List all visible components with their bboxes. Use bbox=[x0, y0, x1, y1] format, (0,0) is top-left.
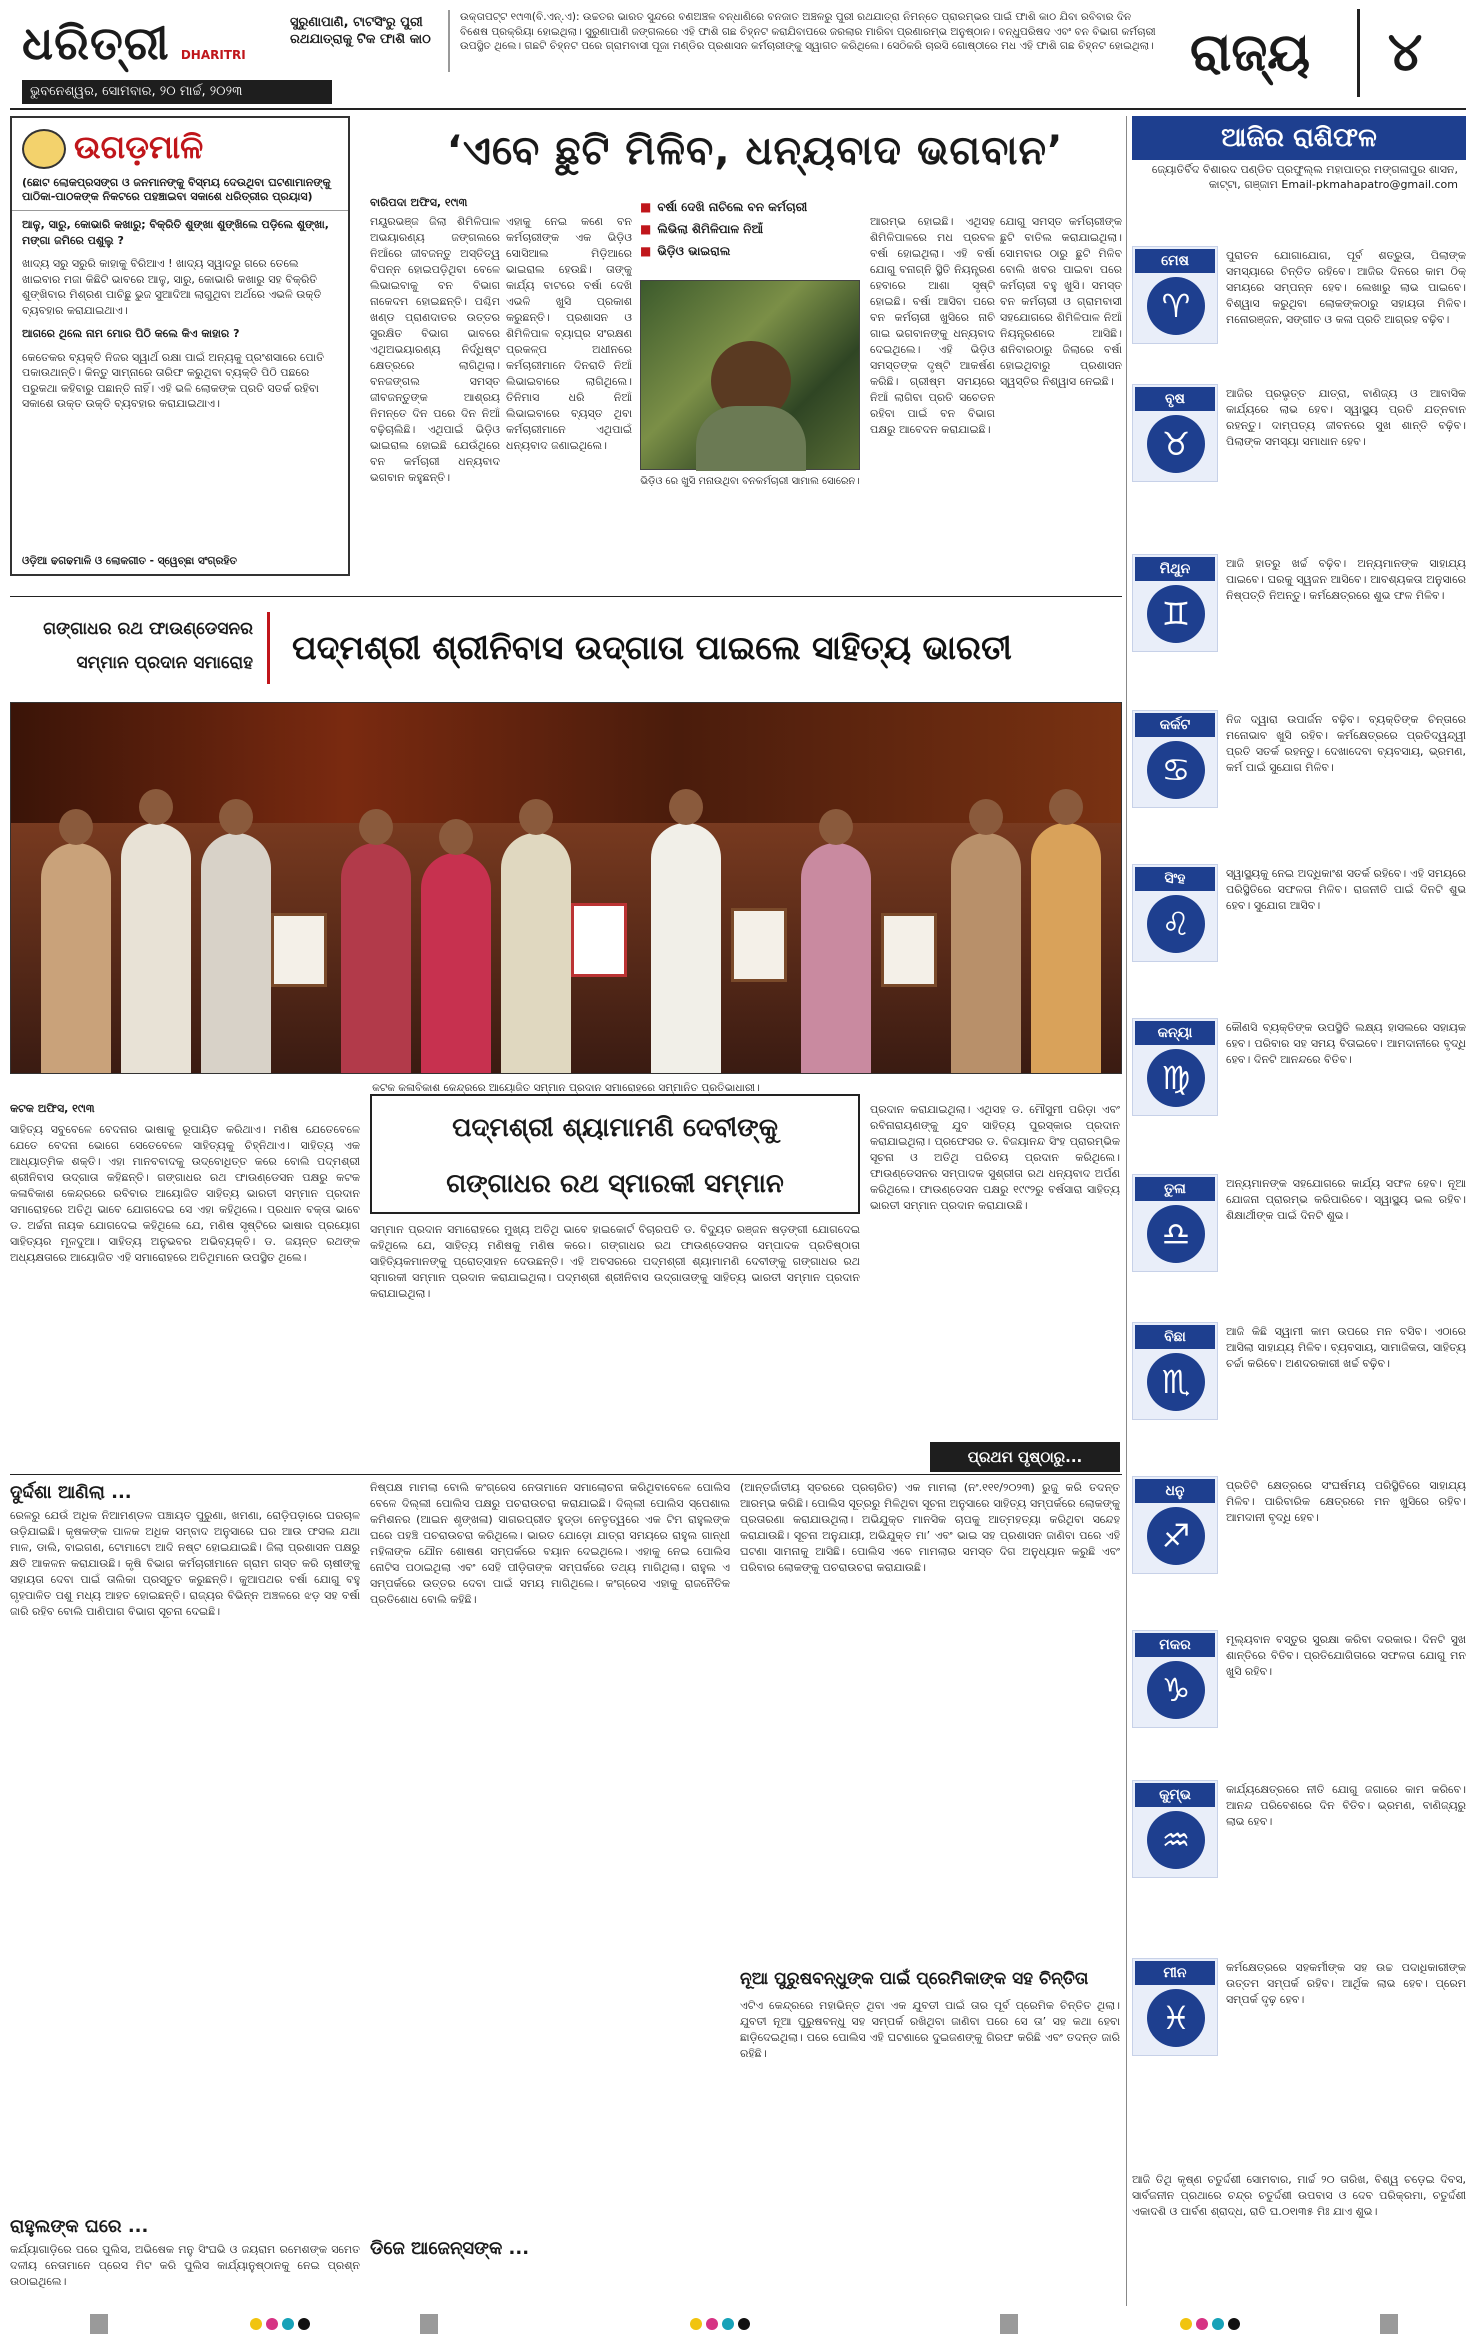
photo-award-frame bbox=[731, 908, 787, 982]
forest-worker-photo bbox=[640, 280, 860, 470]
rasi-text: ନିଜ ଦ୍ୱାରା ଉପାର୍ଜନ ବଢ଼ିବ। ବ୍ୟକ୍ତିଙ୍କ ଚିନ୍ତାରେ ମନୋଭାବ ଖୁସି ରହିବ। କର୍ମକ୍ଷେତ୍ରରେ ପ୍ରତିଦ୍ୱନ୍ଦ୍ୱୀ ପ୍ରତି ସତର୍କ ରହନ୍ତୁ। ଦେଖାଦେବା ବ୍ୟବସାୟ, ଭ୍ରମଣ, କର୍ମ ପାଇଁ ସୁଯୋଗ ମିଳିବ। bbox=[1226, 713, 1466, 774]
photo-figure bbox=[651, 823, 721, 1073]
bullet-3: ■ ଭିଡ଼ିଓ ଭାଇରାଲ bbox=[640, 244, 731, 258]
rasi-name: ମିଥୁନ bbox=[1135, 557, 1215, 581]
rasi-sign-box bbox=[1132, 1018, 1218, 1116]
lower-col-1: ରେଳରୁ ଯେଉଁ ଅଧିକ ନିଆମଣ୍ଡଳ ପଞ୍ଚାୟତ ପୁରୁଣା, ଖମଣା, ରୋଡ଼ିପଡ଼ାରେ ଘରଚାଳ ଉଡ଼ିଯାଇଛି। କୃଷକଙ୍କ ପାଳକ ଅଧିକ ସମ୍ବାଦ ଅନୁସାରେ ଘର ଆଉ ଫସଲ ଯଥା ମାଳ, ଡାଲି, ବାଇଗଣ, ଟୋମାଟୋ ଆଦି ନଷ୍ଟ ହୋଇଯାଇଛି। ଜିଲା ପ୍ରଶାସନ ପକ୍ଷରୁ କ୍ଷତି ଆକଳନ କରାଯାଉଛି। କୃଷି ବିଭାଗ କର୍ମଚାରୀମାନେ ଗ୍ରାମ ଗସ୍ତ କରି ଚାଷୀଙ୍କୁ ସହାୟତା ଦେବା ପାଇଁ ତାଲିକା ପ୍ରସ୍ତୁତ କରୁଛନ୍ତି। କୁଆପଥର ବର୍ଷା ଯୋଗୁ ବହୁ ଗୃହପାଳିତ ପଶୁ ମଧ୍ୟ ଆହତ ହୋଇଛନ୍ତି। ରାଜ୍ୟର ବିଭିନ୍ନ ଅଞ୍ଚଳରେ ଝଡ଼ ସହ ବର୍ଷା ଜାରି ରହିବ ବୋଲି ପାଣିପାଗ ବିଭାଗ ସୂଚନା ଦେଇଛି। bbox=[10, 1509, 360, 1618]
lead-byline: ବାରିପଦା ଅଫିସ, ୧୯ା୩ bbox=[370, 196, 468, 209]
lead-headline: ‘ଏବେ ଛୁଟି ମିଳିବ, ଧନ୍ୟବାଦ ଭଗବାନ’ bbox=[446, 128, 1064, 174]
smiley-icon bbox=[22, 129, 66, 169]
registration-dot-icon bbox=[1180, 2318, 1192, 2330]
registration-dot-icon bbox=[690, 2318, 702, 2330]
photo-figure bbox=[341, 843, 411, 1073]
registration-dot-icon bbox=[266, 2318, 278, 2330]
bullet-marker-icon: ■ bbox=[640, 200, 652, 214]
page-number: ୪ bbox=[1387, 20, 1423, 83]
bullet-1: ■ ବର୍ଷା ଦେଖି ନାଚିଲେ ବନ କର୍ମଚାରୀ bbox=[640, 200, 808, 214]
taurus-icon: ♉ bbox=[1147, 415, 1205, 473]
lower-col-1-end: କର୍ଯ୍ୟାଗାଡ଼ିରେ ପରେ ପୁଲିସ, ଅଭିଷେକ ମନୁ ସିଂଘଭି ଓ ଜୟରାମ ରମେଶଙ୍କ ସମେତ ଦଳୀୟ ନେତାମାନେ ପ୍ରେସ ମିଟ କରି ପୁଲିସ କାର୍ଯ୍ୟାନୁଷ୍ଠାନକୁ ନେଇ ପ୍ରଶ୍ନ ଉଠାଇଥିଲେ। bbox=[10, 2243, 360, 2288]
photo-figure bbox=[201, 833, 271, 1073]
rasi-name: ବିଛା bbox=[1135, 1325, 1215, 1349]
rasi-sign-box bbox=[1132, 710, 1218, 808]
photo-figure bbox=[421, 853, 491, 1073]
humor-explanation-2: କେତେକର ବ୍ୟକ୍ତି ନିଜର ସ୍ୱାର୍ଥ ରକ୍ଷା ପାଇଁ ଅନ୍ୟକୁ ପ୍ରଂଶସାରେ ପୋତି ପକାଉଥାନ୍ତି। କିନ୍ତୁ ସାମ୍ନାରେ ତାରିଫ କରୁଥିବା ବ୍ୟକ୍ତି ପିଠି ପଛରେ ପରୁକଥା କହିବାରୁ ପଛାନ୍ତି ନାହିଁ। ଏହି ଭଳି ଲୋକଙ୍କ ପ୍ରତି ସତର୍କ ରହିବା ସକାଶେ ଉକ୍ତ ଉକ୍ତି ବ୍ୟବହାର କରାଯାଇଥାଏ। bbox=[22, 350, 324, 410]
rasi-sign-box bbox=[1132, 554, 1218, 652]
humor-credit: ଓଡ଼ିଆ ଢଗଢମାଳି ଓ ଲୋକଗୀତ - ସ୍ୱେଚ୍ଛା ସଂଗ୍ରହିତ bbox=[22, 555, 238, 567]
photo-stage-backdrop bbox=[11, 703, 1122, 823]
rasi-text: ଆଜି ହାତରୁ ଖର୍ଚ୍ଚ ବଢ଼ିବ। ଅନ୍ୟମାନଙ୍କ ସାହାଯ୍ୟ ପାଇବେ। ଘରକୁ ସ୍ୱଜନ ଆସିବେ। ଆବଶ୍ୟକତା ଅନୁସାରେ ନିଷ୍ପତ୍ତି ନିଅନ୍ତୁ। କର୍ମକ୍ଷେତ୍ରରେ ଶୁଭ ଫଳ ମିଳିବ। bbox=[1226, 557, 1466, 602]
registration-dot-icon bbox=[250, 2318, 262, 2330]
rasi-text: କାର୍ଯ୍ୟକ୍ଷେତ୍ରରେ ନୀତି ଯୋଗୁ ଜଗାରେ କାମ କରିବେ। ଆନନ୍ଦ ପରିବେଶରେ ଦିନ ବିତିବ। ଭ୍ରମଣ, ବାଣିଜ୍ୟରୁ ଲାଭ ହେବ। bbox=[1226, 1783, 1466, 1828]
lower-col-3-end: ଏଟିଏ କେନ୍ଦ୍ରରେ ମହାଭିନ୍ତ ଥିବା ଏକ ଯୁବତୀ ପାଇଁ ତାର ପୂର୍ବ ପ୍ରେମିକ ଚିନ୍ତିତ ଥିଲା। ଯୁବତୀ ନୂଆ ପୁରୁଷବନ୍ଧୁ ସହ ସମ୍ପର୍କ ରଖିଥିବା ଜାଣିବା ପରେ ସେ ତା’ ସହ କଥା ହେବା ଛାଡ଼ିଦେଇଥିଲା। ପରେ ପୋଲିସ ଏହି ଘଟଣାରେ ଦୁଇଜଣଙ୍କୁ ଗିରଫ କରିଛି ଏବଂ ତଦନ୍ତ ଜାରି ରହିଛି। bbox=[740, 1999, 1120, 2060]
humor-subtitle: (ଛୋଟ ଲୋକପ୍ରସଙ୍ଗ ଓ ଜନମାନଙ୍କୁ ବିସ୍ମୟ ଦେଉଥିବା ଘଟଣାମାନଙ୍କୁ ପାଠିକା-ପାଠକଙ୍କ ନିକଟରେ ପହଞ୍ଚାଇବା ସକାଶେ ଧରିତ୍ରୀର ପ୍ରୟାସ) bbox=[12, 176, 348, 211]
lead-col-2: ଏହାକୁ ନେଇ କଣେ ବନ କର୍ମଚାରୀଙ୍କ ଏକ ଭିଡ଼ିଓ ସୋସିଆଲ ମିଡ଼ିଆରେ ଭାଇରାଲ ହେଉଛି। ତାଙ୍କୁ କାର୍ଯ୍ୟ ବାଟରେ ବର୍ଷା ଦେଖି ଏଭଳି ଖୁସି ପ୍ରକାଶ କରୁଛନ୍ତି। ପ୍ରଶାସନ ଓ ଶିମିଳିପାଳ ବ୍ୟାଘ୍ର ସଂରକ୍ଷଣ ପ୍ରକଳ୍ପ ଅଧୀନରେ କର୍ମଚାରୀମାନେ ଦିନରାତି ନିଆଁ ଲିଭାଇବାରେ ଲାଗିଥିଲେ। ତିନିମାସ ଧରି ନିଆଁ ଲିଭାଇବାରେ ବ୍ୟସ୍ତ ଥିବା କର୍ମଚାରୀମାନେ ଏଥିପାଇଁ ଧନ୍ୟବାଦ ଜଣାଇଥିଲେ। bbox=[506, 215, 632, 452]
rasi-title: ଆଜିର ରାଶିଫଳ bbox=[1132, 116, 1466, 160]
gemini-icon: ♊ bbox=[1147, 585, 1205, 643]
award-col-2: ସମ୍ମାନ ପ୍ରଦାନ ସମାରୋହରେ ମୁଖ୍ୟ ଅତିଥି ଭାବେ ହାଇକୋର୍ଟ ବିଚାରପତି ଡ. ବିଦ୍ୟୁତ ରଞ୍ଜନ ଷଡ଼ଙ୍ଗୀ ଯୋଗଦେଇ କହିଥିଲେ ଯେ, ସାହିତ୍ୟ ମଣିଷକୁ ମଣିଷ କରେ। ଗଙ୍ଗାଧର ରଥ ଫାଉଣ୍ଡେସନର ସମ୍ପାଦକ ପ୍ରତିଷ୍ଠାତା ସାହିତ୍ୟିକମାନଙ୍କୁ ପ୍ରୋତ୍ସାହନ ଦେଉଛନ୍ତି। ଏହି ଅବସରରେ ପଦ୍ମଶ୍ରୀ ଶ୍ୟାମାମଣି ଦେବୀଙ୍କୁ ଗଙ୍ଗାଧର ରଥ ସ୍ମାରକୀ ସମ୍ମାନ ପ୍ରଦାନ କରାଯାଇଥିଲା। ପଦ୍ମଶ୍ରୀ ଶ୍ରୀନିବାସ ଉଦ୍‌ଗାତାଙ୍କୁ ସାହିତ୍ୟ ଭାରତୀ ସମ୍ମାନ ପ୍ରଦାନ କରାଯାଇଥିଲା। bbox=[370, 1223, 860, 1300]
masthead-rule bbox=[10, 108, 1466, 110]
rasi-sign-box bbox=[1132, 1174, 1218, 1272]
event-photo-caption: କଟକ କଳାବିକାଶ କେନ୍ଦ୍ରରେ ଆୟୋଜିତ ସମ୍ମାନ ପ୍ରଦାନ ସମାରୋହରେ ସମ୍ମାନିତ ପ୍ରତିଭାଧାରୀ। bbox=[372, 1082, 760, 1094]
rasi-text: ଆଜିର ପ୍ରଭୃତ୍ତ ଯାତ୍ରା, ବାଣିଜ୍ୟ ଓ ଆବାସିକ କାର୍ଯ୍ୟରେ ଲାଭ ହେବ। ସ୍ୱାସ୍ଥ୍ୟ ପ୍ରତି ଯତ୍ନବାନ ରହନ୍ତୁ। ଦାମ୍ପତ୍ୟ ଜୀବନରେ ସୁଖ ଶାନ୍ତି ବଢ଼ିବ। ପିଲାଙ୍କ ସମସ୍ୟା ସମାଧାନ ହେବ। bbox=[1226, 387, 1466, 448]
print-mark bbox=[1380, 2314, 1398, 2334]
award-byline: କଟକ ଅଫିସ, ୧୯ା୩ bbox=[10, 1102, 95, 1115]
rasi-name: ମୀନ bbox=[1135, 1961, 1215, 1985]
humor-box bbox=[10, 116, 350, 576]
photo-person-body bbox=[696, 406, 806, 471]
rasi-name: ତୁଳା bbox=[1135, 1177, 1215, 1201]
lower-rule bbox=[10, 1474, 1122, 1475]
scorpio-icon: ♏ bbox=[1147, 1353, 1205, 1411]
award-ceremony-photo bbox=[10, 702, 1122, 1074]
lower-col-2: ନିଷ୍ପକ୍ଷ ମାମଲା ବୋଲି କଂଗ୍ରେସ ନେତାମାନେ ସମାଲୋଚନା କରିଥିବାବେଳେ ପୋଲିସ ବେଳେ ଦିଲ୍ଲୀ ପୋଲିସ ପକ୍ଷରୁ ପଚରାଉଚରା କରାଯାଇଛି। ଦିଲ୍ଲୀ ପୋଲିସ ସ୍ପେଶାଲ କମିଶନର (ଆଇନ ଶୃଙ୍ଖଳା) ସାଗରପ୍ରୀତ ହୁଡ୍ଡା ନେତୃତ୍ୱରେ ଏକ ଟିମ ରାହୁଲଙ୍କ ଘରେ ପହଞ୍ଚି ପଚରାଉଚରା କରିଥିଲେ। ଭାରତ ଯୋଡ଼ୋ ଯାତ୍ରା ସମୟରେ ରାହୁଲ ଗାନ୍ଧୀ ମହିଳାଙ୍କ ଯୌନ ଶୋଷଣ ସମ୍ପର୍କରେ ବୟାନ ଦେଇଥିଲେ। ଏହାକୁ ନେଇ ପୋଲିସ ନୋଟିସ ପଠାଇଥିଲା ଏବଂ ସେହି ପୀଡ଼ିତାଙ୍କ ସମ୍ପର୍କରେ ତଥ୍ୟ ମାଗିଥିଲା। ରାହୁଲ ଏ ସମ୍ପର୍କରେ ଉତ୍ତର ଦେବା ପାଇଁ ସମୟ ମାଗିଥିଲେ। କଂଗ୍ରେସ ଏହାକୁ ରାଜନୈତିକ ପ୍ରତିଶୋଧ ବୋଲି କହିଛି। bbox=[370, 1481, 730, 1606]
photo-award-frame bbox=[881, 913, 937, 987]
humor-proverb-1: ଆଳୁ, ସାରୁ, କୋଭାରି କଖାରୁ; ବିକ୍ରିତି ଶୁଙ୍ଖା ଶୁଙ୍ଖିଲେ ପଡ଼ିଲେ ଶୁଙ୍ଖା, ମଙ୍ଗା ଜମିରେ ପଶୁଲୁ ? bbox=[22, 218, 329, 247]
print-mark bbox=[420, 2314, 438, 2334]
photo-award-frame bbox=[271, 913, 327, 987]
registration-dot-icon bbox=[1212, 2318, 1224, 2330]
lead-col-4: ଯୋଗୁ ସମସ୍ତ କର୍ମଚାରୀଙ୍କ ଛୁଟି ବାତିଲ କରାଯାଇଥିଲା। ସୋମବାର ଠାରୁ ଛୁଟି ମିଳିବ ବୋଲି ଖବର ପାଇବା ପରେ କର୍ମଚାରୀ ବହୁ ଖୁସି। ସମସ୍ତ ବନ କର୍ମଚାରୀ ଓ ଗ୍ରାମବାସୀ ସହଯୋଗରେ ଶିମିଳିପାଳ ନିଆଁ ନିୟନ୍ତ୍ରଣରେ ଆସିଛି। ଶନିବାରଠାରୁ ଜିଲାରେ ବର୍ଷା ହୋଇଥିବାରୁ ପ୍ରଶାସନ ସ୍ୱସ୍ତିର ନିଶ୍ୱାସ ନେଇଛି। bbox=[1000, 215, 1122, 388]
rasi-sign-box bbox=[1132, 1476, 1218, 1574]
virgo-icon: ♍ bbox=[1147, 1049, 1205, 1107]
rasi-name: ମକର bbox=[1135, 1633, 1215, 1657]
event-band bbox=[10, 608, 1122, 688]
event-headline: ପଦ୍ମଶ୍ରୀ ଶ୍ରୀନିବାସ ଉଦ୍‌ଗାତା ପାଇଲେ ସାହିତ୍ୟ ଭାରତୀ bbox=[292, 628, 1012, 667]
rasi-name: ସିଂହ bbox=[1135, 867, 1215, 891]
logo-text: ଧରିତ୍ରୀ bbox=[22, 16, 170, 70]
lead-bullets bbox=[640, 196, 860, 276]
registration-dot-icon bbox=[1228, 2318, 1240, 2330]
subhead-durdasha: ଦୁର୍ଦ୍ଦଶା ଆଣିଲା ... bbox=[10, 1482, 132, 1503]
registration-dot-icon bbox=[298, 2318, 310, 2330]
print-mark bbox=[90, 2314, 108, 2334]
registration-dot-icon bbox=[1196, 2318, 1208, 2330]
section-header bbox=[1190, 8, 1460, 98]
photo-figure bbox=[121, 823, 191, 1073]
rasi-name: ବୃଷ bbox=[1135, 387, 1215, 411]
award-col-3: ପ୍ରଦାନ କରାଯାଇଥିଲା। ଏଥିସହ ଡ. ମୌସୁମୀ ପରିଡ଼ା ଏବଂ ରବିନାରାୟଣଙ୍କୁ ଯୁବ ସାହିତ୍ୟ ପୁରସ୍କାର ପ୍ରଦାନ କରାଯାଇଥିଲା। ପ୍ରଫେସର ଡ. ବିଜୟାନନ୍ଦ ସିଂହ ପ୍ରାରମ୍ଭିକ ସୂଚନା ଓ ଅତିଥି ପରିଚୟ ପ୍ରଦାନ କରିଥିଲେ। ଫାଉଣ୍ଡେସନର ସମ୍ପାଦକ ସୁଶ୍ରୀତା ରଥ ଧନ୍ୟବାଦ ଅର୍ପଣ କରିଥିଲେ। ଫାଉଣ୍ଡେସନ ପକ୍ଷରୁ ୧୯୯୨ରୁ ବର୍ଷସାରା ସାହିତ୍ୟ ଭାରତୀ ସମ୍ମାନ ପ୍ରଦାନ କରାଯାଉଛି। bbox=[870, 1103, 1120, 1212]
rasi-sign-box bbox=[1132, 246, 1218, 344]
rasi-text: ଆଜି କିଛି ସ୍ୱାମୀ କାମ ଉପରେ ମନ ବସିବ। ଏଠାରେ ଆସିଲା ସାହାଯ୍ୟ ମିଳିବ। ବ୍ୟବସାୟ, ସାମାଜିକତା, ସାହିତ୍ୟ ଚର୍ଚ୍ଚା କରିବେ। ଅଣଦରକାରୀ ଖର୍ଚ୍ଚ ବଢ଼ିବ। bbox=[1226, 1325, 1466, 1370]
rasi-name: କର୍କଟ bbox=[1135, 713, 1215, 737]
lead-photo-caption: ଭିଡ଼ିଓ ରେ ଖୁସି ମନାଉଥିବା ବନକର୍ମଚାରୀ ସାମାଲ ସୋରେନ। bbox=[640, 476, 860, 487]
libra-icon: ♎ bbox=[1147, 1205, 1205, 1263]
lead-col-3: ଆରମ୍ଭ ହୋଇଛି। ଏଥିସହ ଶିମିଳିପାଳରେ ମଧ ପ୍ରବଳ ବର୍ଷା ହୋଇଥିଲା। ଏହି ବର୍ଷା ଯୋଗୁ ବନାଗ୍ନି ସ୍ଥିତି ନିୟନ୍ତ୍ରଣ ହେବାରେ ଆଶା ସୃଷ୍ଟି ହୋଇଛି। ବର୍ଷା ଆସିବା ପରେ ବନ କର୍ମଚାରୀ ଖୁସିରେ ନାଚି ଗାଇ ଭଗବାନଙ୍କୁ ଧନ୍ୟବାଦ ଦେଇଥିଲେ। ଏହି ଭିଡ଼ିଓ ସମସ୍ତଙ୍କ ଦୃଷ୍ଟି ଆକର୍ଷଣ କରିଛି। ଗ୍ରୀଷ୍ମ ସମୟରେ ନିଆଁ ଲାଗିବା ପ୍ରତି ସଚେତନ ରହିବା ପାଇଁ ବନ ବିଭାଗ ପକ୍ଷରୁ ଆବେଦନ କରାଯାଇଛି। bbox=[870, 215, 995, 436]
photo-figure bbox=[951, 833, 1021, 1073]
print-registration-bar bbox=[0, 2310, 1476, 2339]
rasi-sign-box bbox=[1132, 864, 1218, 962]
rasi-sign-box bbox=[1132, 1322, 1218, 1420]
photo-figure bbox=[41, 843, 111, 1073]
rasi-sign-box bbox=[1132, 384, 1218, 482]
humor-explanation-1: ଖାଦ୍ୟ ସରୁ ସରୁରି କାହାକୁ ବିରିଆଏ ! ଖାଦ୍ୟ ସ୍ୱାଦରୁ ଗରେ ତେଲେ ଖାଇବାର ମଜା କିଛିଟି ଭାବରେ ଆଳୁ, ସାରୁ, କୋଭାରି କଖାରୁ ସହ ବିକ୍ରିତି ଶୁଙ୍ଖିବାର ମିଶ୍ରଣ ପାଚିଛୁ ଭୁଜ ସୁଆଦିଆ ଲାଗୁଥିବା ଅର୍ଥରେ ଏଭଳି ଉକ୍ତି ବ୍ୟବହାର କରାଯାଇଥାଏ। bbox=[22, 257, 322, 317]
section-name: ରାଜ୍ୟ bbox=[1190, 9, 1360, 97]
humor-body bbox=[12, 211, 348, 426]
rasi-credit: ଜ୍ୟୋତିର୍ବିଦ ବିଶାରଦ ପଣ୍ଡିତ ପ୍ରଫୁଲ୍ଲ ମହାପାତ୍ର ମଙ୍ଗଳାପୁର ଶାସନ, କାଟ୍ଟା, ଗଞ୍ଜାମ Email-pkmahapatro@gmail.com bbox=[1151, 163, 1458, 191]
rasi-text: କର୍ମକ୍ଷେତ୍ରରେ ସହକର୍ମୀଙ୍କ ସହ ଉଚ୍ଚ ପଦାଧିକାରୀଙ୍କ ଉତ୍ତମ ସମ୍ପର୍କ ରହିବ। ଆର୍ଥିକ ଲାଭ ହେବ। ପ୍ରେମ ସମ୍ପର୍କ ଦୃଢ଼ ହେବ। bbox=[1226, 1961, 1466, 2006]
dateline: ଭୁବନେଶ୍ୱର, ସୋମବାର, ୨୦ ମାର୍ଚ୍ଚ, ୨୦୨୩ bbox=[22, 80, 332, 104]
photo-figure bbox=[1031, 823, 1101, 1073]
humor-proverb-2: ଆଗରେ ଥିଲେ ନାମ ମୋର ପିଠି କଲେ କିଏ କାହାର ? bbox=[22, 327, 240, 340]
registration-dot-icon bbox=[722, 2318, 734, 2330]
aries-icon: ♈ bbox=[1147, 277, 1205, 335]
teaser-text: ଉକ୍ତାପଟ୍ଟ ୧୯ା୩(ବି.ଏନ୍‌.ଏ): ଉଚ୍ଚତର ଭାରତ ସୁନ୍ଦରେ ବଣଅଞ୍ଚଳ ବନ୍ଧାଣିରେ ବନଜାତ ଅଞ୍ଚଳରୁ ପୁରୀ ରଥଯାତ୍ରା ନିମନ୍ତେ ପ୍ରାରମ୍ଭର ପାଇଁ ଫାଶି କାଠ ଯିବା ରବିବାର ଦିନ ବିଶେଷ ପ୍ରକ୍ରିୟା ହୋଇଥିଲା। ସୁରୁଣାପାଣି ଜଙ୍ଗଲରେ ଏହି ଫାଶି ଗଛ ଚିହ୍ନଟ କରାଯିବାପରେ ଜରଲାର ମାରିବା ପ୍ରଣାରମ୍ଭ ଅନୁଷ୍ଠାନ। ବନ୍ଧୁପରିଷଦ ଏବଂ ବନ ବିଭାଗ କର୍ମଚାରୀ ଉପସ୍ଥିତ ଥିଲେ। ଗଛଟି ଚିହ୍ନଟ ପରେ ଗ୍ରାମବାସୀ ପୂଜା ମଣ୍ଡିର ପ୍ରଶାସନ କର୍ମଚାରୀଙ୍କୁ ସ୍ୱାଗତ କରିଥିଲେ। ସେଠିକରି ଚାରସି ଗୋଷ୍ଠୀରେ ମଧ ଏହି ଫାଶି ଗଛ ଚିହ୍ନଟ ହୋଇଥିଲା। bbox=[460, 11, 1156, 52]
rasi-text: ସ୍ୱାସ୍ଥ୍ୟକୁ ନେଇ ଅଦ୍ଧିକାଂଶ ସତର୍କ ରହିବେ। ଏହି ସମୟରେ ପରିସ୍ଥିତିରେ ସଫଳତା ମିଳିବ। ରାଜନୀତି ପାଇଁ ଦିନଟି ଶୁଭ ହେବ। ସୁଯୋଗ ଆସିବ। bbox=[1226, 867, 1466, 912]
teaser-title: ସୁରୁଣାପାଣି, ଟାଟସିଂରୁ ପୁରୀ ରଥଯାତ୍ରାକୁ ଟିକ ଫାଶି କାଠ bbox=[290, 10, 450, 72]
aquarius-icon: ♒ bbox=[1147, 1811, 1205, 1869]
award-headline-line-1: ପଦ୍ମଶ୍ରୀ ଶ୍ୟାମାମଣି ଦେବୀଙ୍କୁ bbox=[452, 1113, 778, 1143]
subhead-rahul: ରାହୁଲଙ୍କ ଘରେ ... bbox=[10, 2216, 149, 2237]
logo-subtext: DHARITRI bbox=[180, 48, 246, 62]
capricorn-icon: ♑ bbox=[1147, 1661, 1205, 1719]
rasi-name: କୁମ୍ଭ bbox=[1135, 1783, 1215, 1807]
continued-from-front-label: ପ୍ରଥମ ପୃଷ୍ଠାରୁ... bbox=[930, 1442, 1120, 1472]
rasi-text: ଅନ୍ୟମାନଙ୍କ ସହଯୋଗରେ କାର୍ଯ୍ୟ ସଫଳ ହେବ। ନୂଆ ଯୋଜନା ପ୍ରାରମ୍ଭ କରିପାରିବେ। ସ୍ୱାସ୍ଥ୍ୟ ଭଲ ରହିବ। ଶିକ୍ଷାର୍ଥୀଙ୍କ ପାଇଁ ଦିନଟି ଶୁଭ। bbox=[1226, 1177, 1466, 1222]
rasi-text: ପ୍ରତିଟି କ୍ଷେତ୍ରରେ ସଂଘର୍ଷମୟ ପରିସ୍ଥିତିରେ ସାହାଯ୍ୟ ମିଳିବ। ପାରିବାରିକ କ୍ଷେତ୍ରରେ ମନ ଖୁସିରେ ରହିବ। ଆମଦାନୀ ବୃଦ୍ଧି ହେବ। bbox=[1226, 1479, 1466, 1524]
cancer-icon: ♋ bbox=[1147, 741, 1205, 799]
humor-title-text: ଉଗଡ଼ମାଳି bbox=[74, 128, 204, 166]
rasi-text: କୌଣସି ବ୍ୟକ୍ତିଙ୍କ ଉପସ୍ଥିତି ଲକ୍ଷ୍ୟ ହାସଲରେ ସହାୟକ ହେବ। ପରିବାର ସହ ସମୟ ବିତାଇବେ। ଆମଦାନୀରେ ବୃଦ୍ଧି ହେବ। ଦିନଟି ଆନନ୍ଦରେ ବିତିବ। bbox=[1226, 1021, 1466, 1066]
bullet-marker-icon: ■ bbox=[640, 244, 652, 258]
award-headline bbox=[370, 1094, 860, 1214]
event-kicker: ଗଙ୍ଗାଧର ରଥ ଫାଉଣ୍ଡେସନର ସମ୍ମାନ ପ୍ରଦାନ ସମାରୋହ bbox=[10, 612, 270, 684]
rasi-text: ମୂଲ୍ୟବାନ ବସ୍ତୁର ସୁରକ୍ଷା କରିବା ଦରକାର। ଦିନଟି ସୁଖ ଶାନ୍ତିରେ ବିତିବ। ପ୍ରତିଯୋଗିତାରେ ସଫଳତା ଯୋଗୁ ମନ ଖୁସି ରହିବ। bbox=[1226, 1633, 1466, 1678]
bullet-marker-icon: ■ bbox=[640, 222, 652, 236]
registration-dot-icon bbox=[706, 2318, 718, 2330]
award-col-1: ସାହିତ୍ୟ ସବୁବେଳେ ବେଦନାର ଭାଷାକୁ ରୂପାୟିତ କରିଥାଏ। ମଣିଷ ଯେତେବେଳେ ଯେତେ ବେଦନା ଭୋଗେ ସେତେବେଳେ ସାହିତ୍ୟକୁ ଚିହ୍ନିଥାଏ। ସାହିତ୍ୟ ଏକ ଆଧ୍ୟାତ୍ମିକ ଶକ୍ତି। ଏହା ମାନବବାଦକୁ ଉଦ୍‌ବୋଧିତ୍ତ କରେ ବୋଲି ପଦ୍ମଶ୍ରୀ ଶ୍ରୀନିବାସ ଉଦ୍‌ଗାତା କହିଛନ୍ତି। ଗଙ୍ଗାଧର ରଥ ଫାଉଣ୍ଡେସନ ପକ୍ଷରୁ କଟକ କଳାବିକାଶ କେନ୍ଦ୍ରରେ ରବିବାର ଆୟୋଜିତ ସାହିତ୍ୟ ଭାରତୀ ସମ୍ମାନ ପ୍ରଦାନ ସମାରୋହରେ ଅତିଥି ଭାବେ ଯୋଗଦେଇ ସେ ଏହା କହିଥିଲେ। ପ୍ରଧାନ ବକ୍ତା ଭାବେ ଡ. ଅର୍ଚ୍ଚନା ନାୟକ ଯୋଗଦେଇ କହିଥିଲେ ଯେ, ମଣିଷ ସୃଷ୍ଟିରେ ଭାଷାର ପ୍ରୟୋଗ ସାହିତ୍ୟର ମୂଳଦୁଆ। ସାହିତ୍ୟ ଅନୁଭବର ଅଭିବ୍ୟକ୍ତି। ଡ. ଜୟନ୍ତ ରଥଙ୍କ ଅଧ୍ୟକ୍ଷତାରେ ଆୟୋଜିତ ଏହି ସମାରୋହରେ ଅତିଥିମାନେ ଉପସ୍ଥିତ ଥିଲେ। bbox=[10, 1123, 360, 1264]
rasi-almanac-note: ଆଜି ତିଥି କୃଷ୍ଣ ଚତୁର୍ଦ୍ଦଶୀ ସୋମବାର, ମାର୍ଚ୍ଚ ୨୦ ତାରିଖ, ବିଶ୍ୱ ଚଡ଼େଇ ଦିବସ, ସାର୍ବଜନୀନ ପ୍ରଥାରେ ଚନ୍ଦ୍ର ଚତୁର୍ଦ୍ଦଶୀ ଉପବାସ ଓ ଦେବ ପରିକ୍ରମା, ଚତୁର୍ଦ୍ଦଶୀ ଏକାଦଶି ଓ ପାର୍ବଣ ଶ୍ରାଦ୍ଧ, ରାତି ଘ.୦୧ା୩୫ ମିଃ ଯାଏ ଶୁଭ। bbox=[1132, 2173, 1466, 2218]
lead-bottom-rule bbox=[10, 596, 1122, 597]
rasi-sign-box bbox=[1132, 1958, 1218, 2056]
pisces-icon: ♓ bbox=[1147, 1989, 1205, 2047]
rasi-sign-box bbox=[1132, 1780, 1218, 1878]
lead-col-1: ମୟୂରଭଞ୍ଜ ଜିଲା ଶିମିଳିପାଳ ଅଭୟାରଣ୍ୟ ଜଙ୍ଗଲରେ ନିଆଁରେ ଜୀବଜନ୍ତୁ ଅସ୍ତିତ୍ୱ ବିପନ୍ନ ହୋଇପଡ଼ିଥିବା ବେଳେ ଲିଭାଇବାକୁ ବନ ବିଭାଗ ନାକେଦମ ହୋଇଛନ୍ତି। ପଶ୍ଚିମ ଖଣ୍ଡ ପ୍ରାଣଦାତର ଉତ୍ତର ସୁରକ୍ଷିତ ବିଭାଗ ଭାବରେ ଏଥିଅଭୟାରଣ୍ୟ ନିର୍ଦ୍ଧିଷ୍ଟ କ୍ଷେତ୍ରରେ ଲାଗିଥିଲା। ବନଜଙ୍ଗଲ ସମସ୍ତ ଜୀବଜନ୍ତୁଙ୍କ ଆଶ୍ରୟ ନିମନ୍ତେ ଦିନ ପରେ ଦିନ ନିଆଁ ବଢ଼ିଚାଲିଛି। ଏଥିପାଇଁ ଭିଡ଼ିଓ ଭାଇରାଲ ହୋଇଛି ଯେଉଁଥିରେ ବନ କର୍ମଚାରୀ ଧନ୍ୟବାଦ ଭଗବାନ କହୁଛନ୍ତି। bbox=[370, 215, 500, 484]
registration-dot-icon bbox=[282, 2318, 294, 2330]
bullet-2: ■ ଲିଭିଲା ଶିମିଳିପାଳ ନିଆଁ bbox=[640, 222, 764, 236]
print-mark bbox=[1000, 2314, 1018, 2334]
humor-title bbox=[22, 126, 338, 168]
photo-award-frame bbox=[571, 903, 627, 977]
rasi-name: ଧନୁ bbox=[1135, 1479, 1215, 1503]
leo-icon: ♌ bbox=[1147, 895, 1205, 953]
award-headline-line-2: ଗଙ୍ଗାଧର ରଥ ସ୍ମାରକୀ ସମ୍ମାନ bbox=[446, 1169, 784, 1199]
lower-col-3: (ଆନ୍ତର୍ଜାତୀୟ ସ୍ତରରେ ପ୍ରଚାରିତ) ଏକ ମାମଲା (ନଂ.୧୧୧/୨୦୨୩) ରୁଜୁ କରି ତଦନ୍ତ ଆରମ୍ଭ କରିଛି। ପୋଲିସ ସୂତ୍ରରୁ ମିଳିଥିବା ସୂଚନା ଅନୁସାରେ ସାହିତ୍ୟ ସମ୍ପର୍କରେ ଲୋକଙ୍କୁ ପ୍ରତାରଣା କରାଯାଉଥିଲା। ଅଭିଯୁକ୍ତ ମାନସିକ ଚାପକୁ ଆତ୍ମହତ୍ୟା କରିଥିବା ସନ୍ଦେହ କରାଯାଉଛି। ସୂଚନା ଅନୁଯାୟୀ, ଅଭିଯୁକ୍ତ ମା’ ଏବଂ ଭାଇ ସହ ପ୍ରଶାସନ ଜାଣିବା ପରେ ଏହି ଘଟଣା ସାମନାକୁ ଆସିଛି। ପୋଲିସ ଏବେ ମାମଲାର ସମସ୍ତ ଦିଗ ଅନୁଧ୍ୟାନ କରୁଛି ଏବଂ ପରିବାର ଲୋକଙ୍କୁ ପଚରାଉଚରା କରାଯାଉଛି। bbox=[740, 1481, 1120, 1574]
masthead-logo bbox=[22, 14, 272, 90]
photo-figure bbox=[501, 833, 571, 1073]
rasi-text: ପୁରାତନ ଯୋଗାଯୋଗ, ପୂର୍ବ ଶତ୍ରୁତା, ପିଲାଙ୍କ ସମସ୍ୟାରେ ଚିନ୍ତିତ ରହିବେ। ଆଜିର ଦିନରେ କାମ ଠିକ୍ ସମୟରେ ସମ୍ପନ୍ନ ହେବ। ଲେଖାରୁ ଲାଭ ପାଇବେ। ବିଶ୍ୱାସ କରୁଥିବା ଲୋକଙ୍କଠାରୁ ସହାୟତା ମିଳିବ। ମନୋରଞ୍ଜନ, ସଙ୍ଗୀତ ଓ କଳା ପ୍ରତି ଆଗ୍ରହ ବଢ଼ିବ। bbox=[1226, 249, 1466, 326]
rasi-name: କନ୍ୟା bbox=[1135, 1021, 1215, 1045]
rasi-name: ମେଷ bbox=[1135, 249, 1215, 273]
sagittarius-icon: ♐ bbox=[1147, 1507, 1205, 1565]
subhead-dj: ଡିଜେ ଆଜେନ୍ସଙ୍କ ... bbox=[370, 2238, 530, 2259]
rasi-sign-box bbox=[1132, 1630, 1218, 1728]
photo-figure bbox=[801, 843, 871, 1073]
registration-dot-icon bbox=[738, 2318, 750, 2330]
lover-headline: ନୂଆ ପୁରୁଷବନ୍ଧୁଙ୍କ ପାଇଁ ପ୍ରେମିକାଙ୍କ ସହ ଚିନ୍ତିତା bbox=[740, 1969, 1089, 1989]
